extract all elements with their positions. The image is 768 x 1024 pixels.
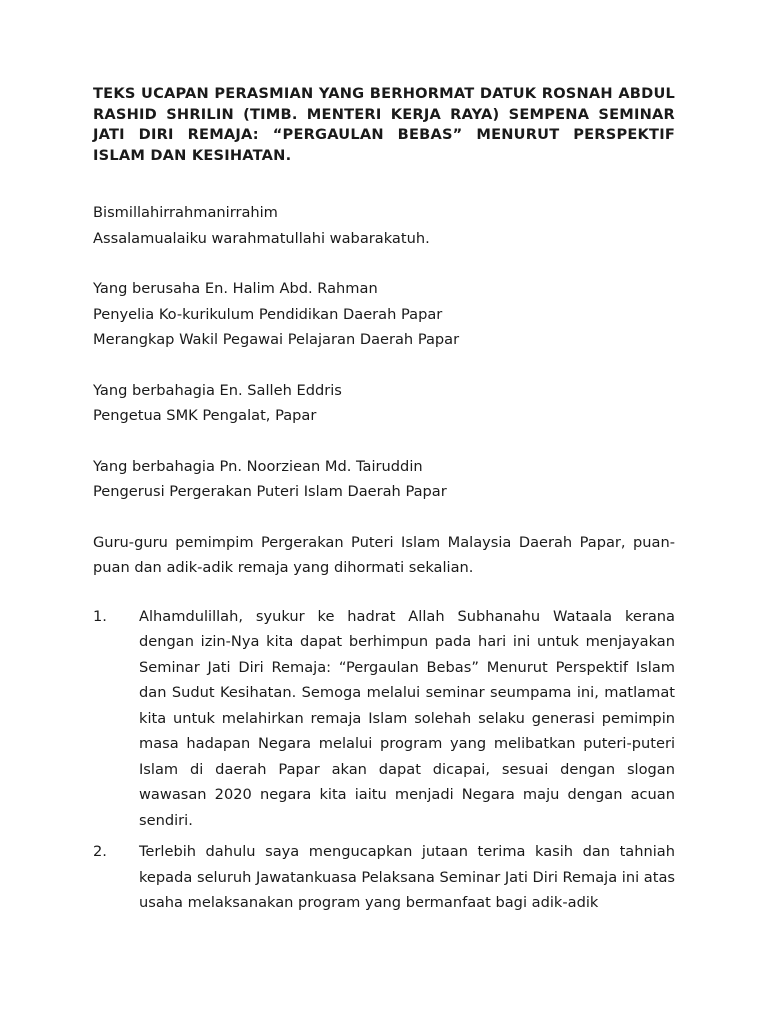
addressee-name: Yang berbahagia Pn. Noorziean Md. Tairuddin xyxy=(93,457,423,475)
addressee-block-2 xyxy=(93,378,675,429)
salutation-paragraph: Guru-guru pemimpim Pergerakan Puteri Islam Malaysia Daerah Papar, puan-puan dan adik-adik remaja yang dihormati sekalian. xyxy=(93,533,675,576)
greeting-salam: Assalamualaiku warahmatullahi wabarakatuh. xyxy=(93,229,430,247)
addressee-position: Merangkap Wakil Pegawai Pelajaran Daerah Papar xyxy=(93,331,460,348)
numbered-paragraph-1 xyxy=(93,604,675,834)
paragraph-number: 2. xyxy=(93,843,107,860)
greeting-block xyxy=(93,200,675,251)
addressee-position: Penyelia Ko-kurikulum Pendidikan Daerah Papar xyxy=(93,305,443,323)
document-page xyxy=(93,84,675,922)
numbered-paragraph-2 xyxy=(93,839,675,916)
paragraph-number: 1. xyxy=(93,607,107,625)
addressee-block-3 xyxy=(93,454,675,505)
addressee-name: Yang berbahagia En. Salleh Eddris xyxy=(93,381,342,399)
addressee-position: Pengerusi Pergerakan Puteri Islam Daerah Papar xyxy=(93,483,447,500)
document-title: TEKS UCAPAN PERASMIAN YANG BERHORMAT DATUK ROSNAH ABDUL RASHID SHRILIN (TIMB. MENTERI KERJA RAYA) SEMPENA SEMINAR JATI DIRI REMAJA: “PERGAULAN BEBAS” MENURUT PERSPEKTIF ISLAM DAN KESIHATAN. xyxy=(93,85,675,164)
greeting-bismillah: Bismillahirrahmanirrahim xyxy=(93,204,278,221)
addressee-name: Yang berusaha En. Halim Abd. Rahman xyxy=(93,280,378,297)
addressee-position: Pengetua SMK Pengalat, Papar xyxy=(93,407,317,424)
addressee-block-1 xyxy=(93,276,675,353)
paragraph-text: Alhamdulillah, syukur ke hadrat Allah Subhanahu Wataala kerana dengan izin-Nya kita dapat berhimpun pada hari ini untuk menjayakan Seminar Jati Diri Remaja: “Pergaulan Bebas” Menurut Perspektif Islam dan Sudut Kesihatan. Semoga melalui seminar seumpama ini, matlamat kita untuk melahirkan remaja Islam solehah selaku generasi pemimpin masa hadapan Negara melalui program yang melibatkan puteri-puteri Islam di daerah Papar akan dapat dicapai, sesuai dengan slogan wawasan 2020 negara kita iaitu menjadi Negara maju dengan acuan sendiri. xyxy=(139,607,675,829)
paragraph-text: Terlebih dahulu saya mengucapkan jutaan terima kasih dan tahniah kepada seluruh Jawatankuasa Pelaksana Seminar Jati Diri Remaja ini atas usaha melaksanakan program yang bermanfaat bagi adik-adik xyxy=(139,843,675,911)
